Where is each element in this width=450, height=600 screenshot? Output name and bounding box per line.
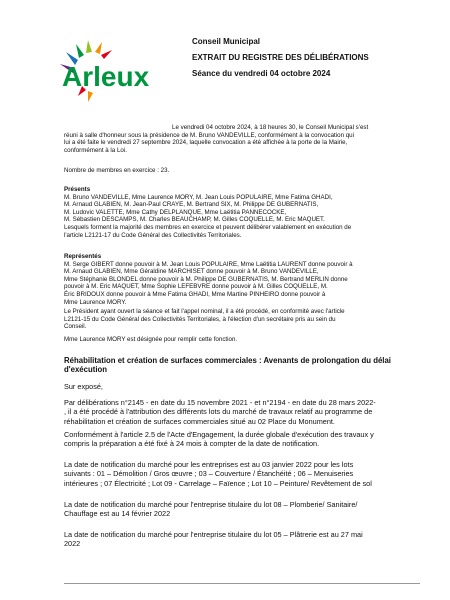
presents-line: M. Sébastien DESCAMPS, M. Charles BEAUCHAMP, M. Gilles COQUELLE, M. Eric MAQUET. — [64, 216, 325, 224]
presents-line: l'article L2121-17 du Code Général des Collectivités Territoriales. — [64, 231, 242, 239]
para-line: La date de notification du marché pour l'entreprise titulaire du lot 05 – Plâtrerie est au 27 mai — [64, 530, 363, 539]
para-line: Par délibérations n°2145 - en date du 15 novembre 2021 - et n°2194 - en date du 28 mars 2022- — [64, 398, 376, 407]
sur-expose: Sur exposé, — [64, 382, 103, 391]
intro-line: Le vendredi 04 octobre 2024, à 18 heures 30, le Conseil Municipal s'est — [172, 124, 369, 131]
representes-line: M. Arnaud GLABIEN, Mme Géraldine MARCHISET donne pouvoir à M. Bruno VANDEVILLE, — [64, 268, 319, 276]
representes-line: M. Serge GIBERT donne pouvoir à M. Jean Louis POPULAIRE, Mme Laëtitia LAURENT donne pouvoir à — [64, 260, 353, 268]
president-line: Le Président ayant ouvert la séance et fait l'appel nominal, il a été procédé, en conformité avec l'article — [64, 308, 345, 315]
secretary-line: Mme Laurence MORY est désignée pour remplir cette fonction. — [64, 336, 238, 343]
presents-line: M. Bruno VANDEVILLE, Mme Laurence MORY, M. Jean Louis POPULAIRE, Mme Fatima GHADI, — [64, 193, 333, 201]
presents-heading: Présents — [64, 186, 91, 193]
paragraph-lots — [64, 460, 420, 488]
header-council: Conseil Municipal — [192, 37, 261, 46]
intro-line: lui a été faite le vendredi 27 septembre 2024, laquelle convocation a été affichée à la porte de la Mairie, — [64, 139, 348, 147]
arleux-logo — [48, 36, 168, 106]
paragraph-lot-05 — [64, 530, 420, 549]
para-line: Chauffage est au 14 février 2022 — [64, 509, 171, 519]
paragraph-deliberations — [64, 398, 420, 426]
representes-line: Mme Stéphanie BLONDEL donne pouvoir à M. Philippe DE GUBERNATIS, M. Bertrand MERLIN donne — [64, 275, 348, 283]
para-line: compris la préparation a été fixé à 24 mois à compter de la date de notification. — [64, 439, 320, 449]
document-header — [192, 37, 432, 85]
intro-line: réuni à salle d'honneur sous la présidence de M. Bruno VANDEVILLE, conformément à la convocation qui — [64, 131, 354, 139]
members-count: Nombre de membres en exercice : 23. — [64, 167, 170, 174]
presents-line: M. Arnaud GLABIEN, M. Jean-Paul CRAYE, M. Bertrand SIX, M. Philippe DE GUBERNATIS, — [64, 201, 319, 209]
para-line: La date de notification du marché pour les entreprises est au 03 janvier 2022 pour les lots — [64, 460, 354, 469]
presents-section — [64, 186, 420, 239]
para-line: 2022 — [64, 539, 81, 549]
representes-heading: Représentés — [64, 253, 102, 260]
presents-line: M. Ludovic VALETTE, Mme Cathy DELPLANQUE, Mme Laëtitia PANNECOCKE, — [64, 208, 287, 216]
paragraph-lot-08 — [64, 500, 420, 519]
president-paragraph — [64, 308, 420, 331]
representes-section — [64, 253, 420, 306]
presents-line: Lesquels forment la majorité des membres en exercice et peuvent délibérer valablement en exécution de — [64, 223, 352, 231]
footer-divider — [64, 583, 420, 584]
subject-line: d'exécution — [64, 365, 108, 375]
para-line: suivants : 01 – Démolition / Gros œuvre ; 03 – Couverture / Étanchéité ; 06 – Menuiseries — [64, 469, 354, 479]
para-line: intérieures ; 07 Électricité ; Lot 09 - Carrelage – Faïence ; Lot 10 – Peinture/ Revêtement de sol — [64, 478, 372, 488]
subject-line: Réhabilitation et création de surfaces commerciales : Avenants de prolongation du délai — [64, 356, 391, 365]
president-line: Conseil. — [64, 323, 87, 331]
header-extract: EXTRAIT DU REGISTRE DES DÉLIBÉRATIONS — [192, 53, 369, 62]
para-line: réhabilitation et création de surfaces commerciales situé au 02 Place du Monument. — [64, 416, 335, 426]
para-line: La date de notification du marché pour l'entreprise titulaire du lot 08 – Plomberie/ Sanitaire/ — [64, 500, 358, 509]
para-line: Conformément à l'article 2.5 de l'Acte d'Engagement, la durée globale d'exécution des travaux y — [64, 430, 374, 439]
deliberation-subject — [64, 356, 420, 375]
logo-graphic — [48, 36, 168, 106]
intro-line: conformément à la Loi. — [64, 146, 127, 154]
representes-line: pouvoir à M. Eric MAQUET, Mme Sophie LEFEBVRE donne pouvoir à M. Gilles COQUELLE, M. — [64, 283, 328, 291]
president-line: L2121-15 du Code Général des Collectivités Territoriales, à l'élection d'un secrétaire pris au sein du — [64, 315, 336, 323]
intro-paragraph — [64, 124, 420, 154]
paragraph-duration — [64, 430, 420, 449]
para-line: , il a été procédé à l'attribution des différents lots du marché de travaux relatif au programme de — [64, 407, 373, 417]
logo-text: Arleux — [62, 61, 150, 92]
representes-line: Mme Laurence MORY. — [64, 298, 127, 306]
representes-line: Éric BRIDOUX donne pouvoir à Mme Fatima GHADI, Mme Martine PINHEIRO donne pouvoir à — [64, 290, 326, 298]
header-session: Séance du vendredi 04 octobre 2024 — [192, 69, 331, 78]
